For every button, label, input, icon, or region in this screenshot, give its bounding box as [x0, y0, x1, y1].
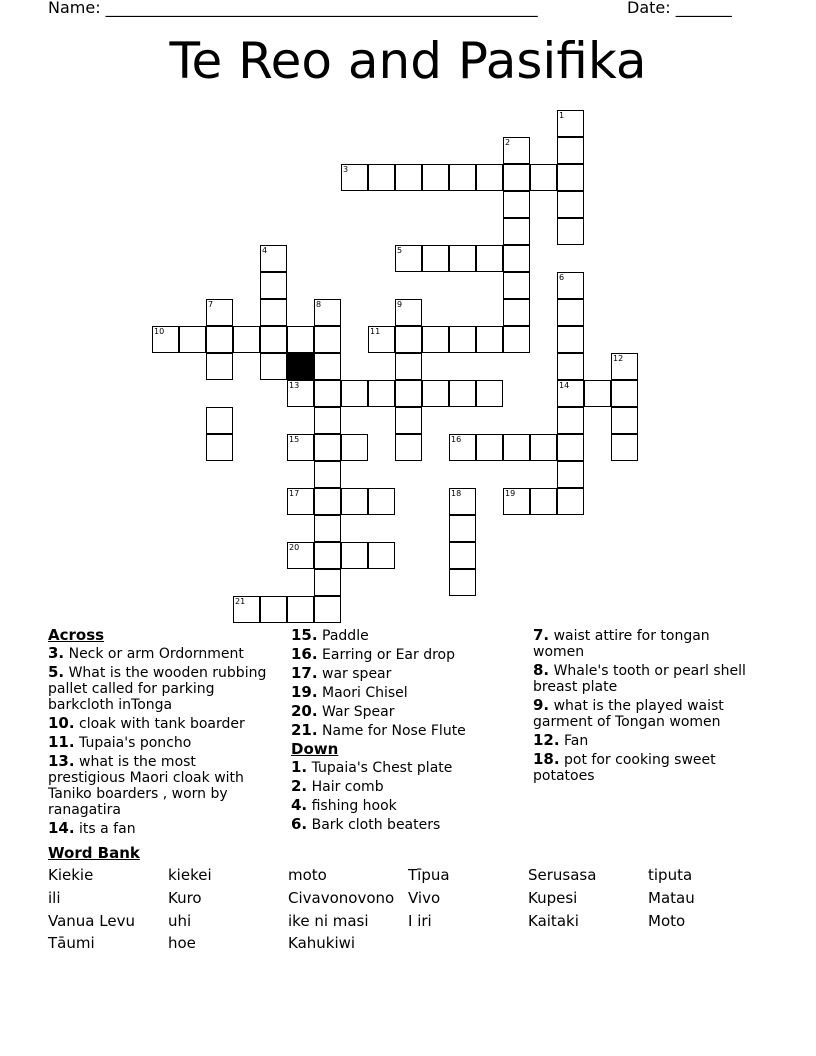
clue-number-label: 18. — [533, 750, 560, 768]
across-clue — [48, 645, 273, 662]
crossword-cell[interactable] — [341, 434, 368, 461]
word-bank-item: tiputa — [648, 866, 693, 884]
crossword-cell[interactable] — [449, 542, 476, 569]
across-clue — [291, 703, 516, 720]
crossword-cell[interactable] — [395, 434, 422, 461]
clue-text: Whale's tooth or pearl shell breast plate — [533, 663, 746, 695]
crossword-cell[interactable] — [503, 434, 530, 461]
crossword-cell[interactable] — [368, 326, 395, 353]
clue-text: pot for cooking sweet potatoes — [533, 752, 716, 784]
crossword-cell[interactable] — [557, 110, 584, 137]
crossword-cell[interactable] — [503, 272, 530, 299]
crossword-cell[interactable] — [314, 596, 341, 623]
crossword-cell[interactable] — [449, 515, 476, 542]
crossword-block-cell — [287, 353, 314, 380]
crossword-cell[interactable] — [557, 461, 584, 488]
word-bank-item: Kuro — [168, 889, 202, 907]
crossword-cell[interactable] — [557, 326, 584, 353]
down-clue — [291, 759, 516, 776]
crossword-cell[interactable] — [314, 542, 341, 569]
crossword-cell[interactable] — [314, 353, 341, 380]
clue-number: 16 — [451, 435, 462, 444]
clue-number-label: 11. — [48, 733, 75, 751]
crossword-cell[interactable] — [557, 272, 584, 299]
crossword-cell[interactable] — [557, 191, 584, 218]
clue-text: what is the played waist garment of Tongan women — [533, 698, 724, 730]
crossword-cell[interactable] — [503, 218, 530, 245]
clue-text: What is the wooden rubbing pallet called for parking barkcloth inTonga — [48, 665, 267, 713]
crossword-cell[interactable] — [611, 380, 638, 407]
word-bank-item: hoe — [168, 934, 196, 952]
clue-text: Fan — [559, 733, 589, 749]
clue-text: what is the most prestigious Maori cloak with Taniko boarders , worn by ranagatira — [48, 754, 244, 818]
crossword-cell[interactable] — [314, 326, 341, 353]
crossword-cell[interactable] — [368, 164, 395, 191]
clue-number: 19 — [505, 489, 516, 498]
crossword-cell[interactable] — [503, 191, 530, 218]
down-clue — [291, 816, 516, 833]
crossword-cell[interactable] — [557, 299, 584, 326]
crossword-cell[interactable] — [395, 299, 422, 326]
crossword-cell[interactable] — [260, 299, 287, 326]
date-field-label: Date: _______ — [627, 0, 732, 17]
word-bank-item: Civavonovono — [288, 889, 395, 907]
across-clue — [291, 684, 516, 701]
crossword-cell[interactable] — [503, 488, 530, 515]
clue-number-label: 21. — [291, 721, 318, 739]
clue-text: fishing hook — [307, 798, 397, 814]
crossword-cell[interactable] — [206, 434, 233, 461]
word-bank-item: Moto — [648, 912, 686, 930]
crossword-cell[interactable] — [557, 488, 584, 515]
clue-number: 21 — [235, 597, 246, 606]
crossword-cell[interactable] — [449, 488, 476, 515]
across-clue — [48, 753, 273, 818]
crossword-cell[interactable] — [260, 272, 287, 299]
clue-text: Neck or arm Ordornment — [64, 646, 244, 662]
crossword-cell[interactable] — [395, 380, 422, 407]
across-clue — [48, 715, 273, 732]
down-clue — [533, 751, 753, 784]
clue-text: cloak with tank boarder — [74, 716, 245, 732]
crossword-cell[interactable] — [557, 380, 584, 407]
crossword-cell[interactable] — [395, 245, 422, 272]
crossword-cell[interactable] — [530, 434, 557, 461]
crossword-cell[interactable] — [557, 137, 584, 164]
clue-number: 17 — [289, 489, 300, 498]
down-clue — [533, 662, 753, 695]
across-clue — [48, 664, 273, 713]
word-bank-item: Kupesi — [528, 889, 578, 907]
clue-number-label: 8. — [533, 661, 550, 679]
word-bank-item: Vanua Levu — [48, 912, 135, 930]
clues-column-1 — [48, 627, 273, 839]
crossword-cell[interactable] — [476, 434, 503, 461]
clue-number-label: 6. — [291, 815, 308, 833]
crossword-cell[interactable] — [287, 434, 314, 461]
down-heading: Down — [291, 740, 339, 758]
clue-text: Name for Nose Flute — [317, 723, 466, 739]
clue-number: 9 — [397, 300, 403, 309]
crossword-cell[interactable] — [368, 542, 395, 569]
down-clue — [533, 627, 753, 660]
crossword-cell[interactable] — [422, 164, 449, 191]
crossword-cell[interactable] — [233, 596, 260, 623]
clue-number-label: 5. — [48, 663, 65, 681]
name-field-label: Name: ______________________________________________________ — [48, 0, 538, 17]
clue-text: Maori Chisel — [317, 685, 408, 701]
crossword-cell[interactable] — [152, 326, 179, 353]
across-clue — [48, 820, 273, 837]
clue-text: Paddle — [317, 628, 369, 644]
word-bank-item: Vivo — [408, 889, 441, 907]
down-clue — [291, 778, 516, 795]
crossword-cell[interactable] — [287, 380, 314, 407]
crossword-cell[interactable] — [422, 380, 449, 407]
clue-number: 6 — [559, 273, 565, 282]
clue-number-label: 4. — [291, 796, 308, 814]
word-bank-item: Kiekie — [48, 866, 94, 884]
crossword-cell[interactable] — [449, 326, 476, 353]
clue-number: 1 — [559, 111, 565, 120]
crossword-cell[interactable] — [557, 218, 584, 245]
clue-number: 14 — [559, 381, 570, 390]
down-clue — [533, 697, 753, 730]
clue-text: waist attire for tongan women — [533, 628, 710, 660]
clue-number-label: 16. — [291, 645, 318, 663]
crossword-cell[interactable] — [368, 380, 395, 407]
clues-column-2 — [291, 627, 516, 835]
across-clue — [291, 665, 516, 682]
clue-number: 3 — [343, 165, 349, 174]
crossword-cell[interactable] — [395, 353, 422, 380]
down-clue-list-1 — [291, 759, 516, 833]
clue-text: Bark cloth beaters — [307, 817, 441, 833]
clue-number: 15 — [289, 435, 300, 444]
word-bank-title: Word Bank — [48, 844, 140, 862]
crossword-cell[interactable] — [611, 407, 638, 434]
crossword-cell[interactable] — [395, 326, 422, 353]
crossword-cell[interactable] — [260, 245, 287, 272]
clue-text: Tupaia's poncho — [74, 735, 192, 751]
down-clue — [291, 797, 516, 814]
clue-number: 11 — [370, 327, 381, 336]
crossword-cell[interactable] — [557, 353, 584, 380]
crossword-cell[interactable] — [341, 542, 368, 569]
across-clue-list-2 — [291, 627, 516, 739]
crossword-cell[interactable] — [476, 380, 503, 407]
crossword-cell[interactable] — [206, 407, 233, 434]
crossword-cell[interactable] — [449, 569, 476, 596]
crossword-cell[interactable] — [287, 326, 314, 353]
clue-number-label: 20. — [291, 702, 318, 720]
word-bank-item: Tīpua — [408, 866, 450, 884]
crossword-cell[interactable] — [341, 380, 368, 407]
word-bank-item: Kahukiwi — [288, 934, 356, 952]
crossword-cell[interactable] — [503, 137, 530, 164]
clue-number: 8 — [316, 300, 322, 309]
crossword-cell[interactable] — [368, 488, 395, 515]
clue-number: 2 — [505, 138, 511, 147]
clue-text: war spear — [317, 666, 392, 682]
crossword-cell[interactable] — [503, 326, 530, 353]
crossword-cell[interactable] — [233, 326, 260, 353]
across-heading: Across — [48, 626, 105, 644]
clue-number-label: 17. — [291, 664, 318, 682]
clue-number-label: 3. — [48, 644, 65, 662]
crossword-cell[interactable] — [584, 380, 611, 407]
crossword-cell[interactable] — [260, 326, 287, 353]
crossword-cell[interactable] — [287, 488, 314, 515]
clues-column-3 — [533, 627, 753, 786]
crossword-cell[interactable] — [341, 164, 368, 191]
page-title: Te Reo and Pasifika — [169, 32, 647, 90]
word-bank-item: moto — [288, 866, 327, 884]
word-bank-item: Kaitaki — [528, 912, 579, 930]
clue-number-label: 15. — [291, 626, 318, 644]
crossword-cell[interactable] — [611, 434, 638, 461]
clue-number-label: 19. — [291, 683, 318, 701]
clue-number: 13 — [289, 381, 300, 390]
crossword-cell[interactable] — [449, 380, 476, 407]
crossword-cell[interactable] — [530, 164, 557, 191]
word-bank-item: uhi — [168, 912, 192, 930]
word-bank-item: I iri — [408, 912, 432, 930]
crossword-cell[interactable] — [206, 326, 233, 353]
across-clue — [48, 734, 273, 751]
crossword-cell[interactable] — [314, 569, 341, 596]
crossword-cell[interactable] — [395, 407, 422, 434]
crossword-cell[interactable] — [314, 488, 341, 515]
crossword-cell[interactable] — [287, 542, 314, 569]
clue-number-label: 1. — [291, 758, 308, 776]
crossword-cell[interactable] — [422, 245, 449, 272]
word-bank-item: Tāumi — [48, 934, 95, 952]
across-clue — [291, 627, 516, 644]
crossword-cell[interactable] — [449, 164, 476, 191]
across-clue — [291, 722, 516, 739]
clue-number-label: 2. — [291, 777, 308, 795]
clue-text: its a fan — [74, 821, 136, 837]
crossword-cell[interactable] — [287, 596, 314, 623]
crossword-cell[interactable] — [314, 515, 341, 542]
crossword-cell[interactable] — [503, 164, 530, 191]
clue-number-label: 9. — [533, 696, 550, 714]
crossword-cell[interactable] — [422, 326, 449, 353]
crossword-cell[interactable] — [260, 353, 287, 380]
crossword-cell[interactable] — [260, 596, 287, 623]
clue-number-label: 12. — [533, 731, 560, 749]
crossword-cell[interactable] — [314, 299, 341, 326]
crossword-cell[interactable] — [179, 326, 206, 353]
clue-number-label: 14. — [48, 819, 75, 837]
crossword-cell[interactable] — [476, 164, 503, 191]
crossword-cell[interactable] — [611, 353, 638, 380]
clue-text: Earring or Ear drop — [317, 647, 456, 663]
crossword-cell[interactable] — [530, 488, 557, 515]
crossword-cell[interactable] — [314, 434, 341, 461]
clue-number: 7 — [208, 300, 214, 309]
crossword-cell[interactable] — [314, 407, 341, 434]
down-clue-list-2 — [533, 627, 753, 784]
clue-number: 5 — [397, 246, 403, 255]
clue-number: 12 — [613, 354, 624, 363]
crossword-cell[interactable] — [341, 488, 368, 515]
crossword-cell[interactable] — [206, 299, 233, 326]
crossword-cell[interactable] — [476, 326, 503, 353]
word-bank-item: ike ni masi — [288, 912, 369, 930]
clue-text: War Spear — [317, 704, 395, 720]
across-clue-list-1 — [48, 645, 273, 837]
crossword-cell[interactable] — [476, 245, 503, 272]
crossword-cell[interactable] — [557, 164, 584, 191]
crossword-cell[interactable] — [449, 434, 476, 461]
crossword-cell[interactable] — [206, 353, 233, 380]
crossword-cell[interactable] — [503, 299, 530, 326]
across-clue — [291, 646, 516, 663]
clue-number-label: 7. — [533, 626, 550, 644]
clue-number-label: 10. — [48, 714, 75, 732]
crossword-cell[interactable] — [557, 434, 584, 461]
clue-number-label: 13. — [48, 752, 75, 770]
crossword-cell[interactable] — [449, 245, 476, 272]
word-bank-item: Serusasa — [528, 866, 597, 884]
clue-number: 18 — [451, 489, 462, 498]
clue-number: 10 — [154, 327, 165, 336]
clue-number: 4 — [262, 246, 268, 255]
word-bank-item: ili — [48, 889, 61, 907]
clue-text: Tupaia's Chest plate — [307, 760, 453, 776]
word-bank-item: kiekei — [168, 866, 212, 884]
word-bank-item: Matau — [648, 889, 695, 907]
clue-text: Hair comb — [307, 779, 384, 795]
clue-number: 20 — [289, 543, 300, 552]
crossword-cell[interactable] — [395, 164, 422, 191]
down-clue — [533, 732, 753, 749]
crossword-cell[interactable] — [503, 245, 530, 272]
crossword-cell[interactable] — [557, 407, 584, 434]
crossword-cell[interactable] — [314, 380, 341, 407]
crossword-cell[interactable] — [314, 461, 341, 488]
